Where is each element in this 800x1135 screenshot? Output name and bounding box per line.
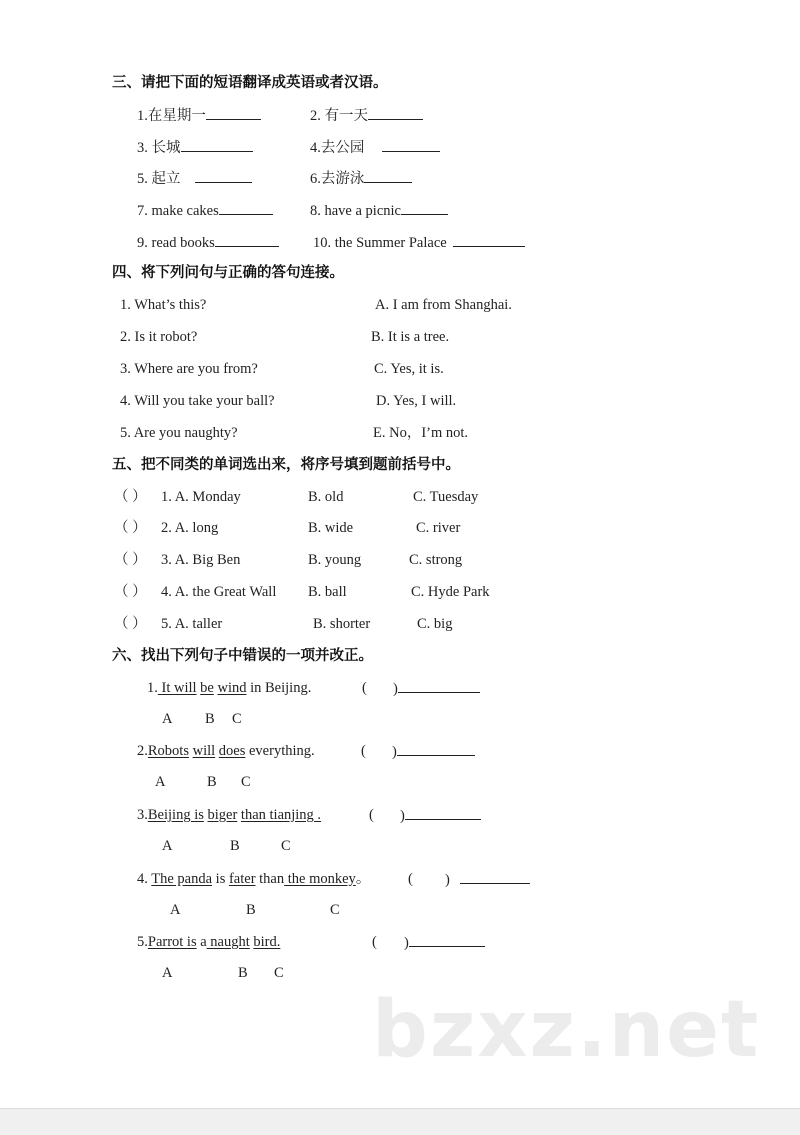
paren-close-text: ) <box>392 744 397 760</box>
sentence-text: 5. <box>137 934 148 950</box>
paren-open: ( <box>361 743 366 759</box>
option-c: C. big <box>417 616 453 632</box>
answer-blank[interactable] <box>206 105 261 120</box>
answer-paren: （ ） <box>114 552 147 568</box>
phrase-text: 7. make cakes <box>137 203 219 219</box>
sentence-text: than <box>255 871 285 887</box>
phrase-item <box>137 200 273 221</box>
underlined-part: wind <box>217 680 247 696</box>
answer-blank[interactable] <box>219 200 273 215</box>
option-letter: B <box>246 902 256 918</box>
underlined-part: be <box>200 680 214 696</box>
answer-blank[interactable] <box>181 137 253 152</box>
underlined-part: will <box>192 743 216 759</box>
question-item: 5. Are you naughty? <box>120 425 238 441</box>
phrase-text: 1.在星期一 <box>137 108 206 124</box>
option-letter: B <box>238 965 248 981</box>
page-bottom-band <box>0 1108 800 1135</box>
watermark: bzxz.net <box>372 985 761 1075</box>
phrase-item <box>137 137 253 158</box>
question-item: 3. Where are you from? <box>120 361 258 377</box>
answer-paren: （ ） <box>114 584 147 600</box>
section5-heading: 五、把不同类的单词选出来，将序号填到题前括号中。 <box>112 457 460 473</box>
answer-paren: （ ） <box>114 489 147 505</box>
error-sentence <box>137 741 315 761</box>
paren-open: ( <box>372 934 377 950</box>
section3-heading: 三、请把下面的短语翻译成英语或者汉语。 <box>112 75 388 91</box>
phrase-item <box>310 137 440 158</box>
answer-blank[interactable] <box>460 869 530 884</box>
answer-paren: （ ） <box>114 616 147 632</box>
option-c: C. strong <box>409 552 463 568</box>
sentence-text: everything. <box>245 743 315 759</box>
option-a: 4. A. the Great Wall <box>161 584 277 600</box>
paren-close <box>404 932 485 953</box>
sentence-text: is <box>212 871 229 887</box>
paren-open: ( <box>408 871 413 887</box>
underlined-part: naught <box>206 934 250 950</box>
underlined-part: Parrot is <box>147 934 197 950</box>
phrase-text: 2. 有一天 <box>310 108 368 124</box>
option-letter: A <box>155 774 166 790</box>
option-b: B. old <box>308 489 344 505</box>
error-sentence <box>137 932 280 952</box>
phrase-item <box>310 200 448 221</box>
answer-blank[interactable] <box>368 105 423 120</box>
answer-item: C. Yes, it is. <box>374 361 444 377</box>
paren-open: ( <box>369 807 374 823</box>
answer-item: D. Yes, I will. <box>376 393 457 409</box>
option-letter: C <box>330 902 340 918</box>
phrase-item <box>310 168 412 189</box>
answer-blank[interactable] <box>405 805 481 820</box>
answer-blank[interactable] <box>364 168 412 183</box>
option-b: B. young <box>308 552 362 568</box>
option-a: 1. A. Monday <box>161 489 241 505</box>
sentence-text: 3. <box>137 807 148 823</box>
option-b: B. wide <box>308 520 354 536</box>
sentence-text: 。 <box>355 871 371 887</box>
sentence-text: 1. <box>147 680 158 696</box>
option-b: B. ball <box>308 584 347 600</box>
answer-blank[interactable] <box>382 137 440 152</box>
phrase-text: 4.去公园 <box>310 140 365 156</box>
sentence-text: 2. <box>137 743 148 759</box>
phrase-text: 8. have a picnic <box>310 203 401 219</box>
sentence-text: a <box>196 934 207 950</box>
answer-blank[interactable] <box>215 232 279 247</box>
answer-paren: （ ） <box>114 520 147 536</box>
phrase-item <box>313 232 525 253</box>
paren-close <box>392 741 475 762</box>
phrase-text: 10. the Summer Palace <box>313 235 447 251</box>
answer-item: A. I am from Shanghai. <box>375 297 512 313</box>
underlined-part: It will <box>157 680 197 696</box>
phrase-item <box>137 105 261 126</box>
answer-blank[interactable] <box>453 232 525 247</box>
option-letter: B <box>205 711 215 727</box>
question-item: 4. Will you take your ball? <box>120 393 275 409</box>
option-letter: C <box>274 965 284 981</box>
paren-close <box>445 869 530 890</box>
answer-blank[interactable] <box>398 678 480 693</box>
answer-blank[interactable] <box>401 200 448 215</box>
phrase-text: 9. read books <box>137 235 215 251</box>
underlined-part: Robots <box>147 743 189 759</box>
underlined-part: does <box>218 743 246 759</box>
paren-close-text: ) <box>400 808 405 824</box>
paren-close-text: ) <box>404 935 409 951</box>
phrase-text: 5. 起立 <box>137 171 181 187</box>
option-letter: A <box>162 838 173 854</box>
underlined-part: fater <box>228 871 256 887</box>
underlined-part: the monkey <box>284 871 356 887</box>
option-c: C. river <box>416 520 461 536</box>
phrase-item <box>137 232 279 253</box>
paren-close <box>400 805 481 826</box>
option-letter: A <box>162 965 173 981</box>
error-sentence <box>137 805 321 825</box>
answer-blank[interactable] <box>397 741 475 756</box>
option-a: 3. A. Big Ben <box>161 552 241 568</box>
underlined-part: The panda <box>151 871 213 887</box>
answer-blank[interactable] <box>409 932 485 947</box>
option-b: B. shorter <box>313 616 371 632</box>
option-letter: B <box>207 774 217 790</box>
sentence-text: in Beijing. <box>246 680 312 696</box>
sentence-text: 4. <box>137 871 152 887</box>
underlined-part: bird. <box>253 934 281 950</box>
error-sentence <box>137 869 370 889</box>
underlined-part: biger <box>207 807 238 823</box>
phrase-text: 6.去游泳 <box>310 171 365 187</box>
phrase-text: 3. 长城 <box>137 140 181 156</box>
option-letter: B <box>230 838 240 854</box>
answer-blank[interactable] <box>195 168 252 183</box>
option-letter: C <box>232 711 242 727</box>
option-letter: A <box>162 711 173 727</box>
phrase-item <box>137 168 252 189</box>
option-letter: C <box>281 838 291 854</box>
phrase-item <box>310 105 423 126</box>
answer-item: B. It is a tree. <box>371 329 450 345</box>
question-item: 1. What’s this? <box>120 297 207 313</box>
paren-open: ( <box>362 680 367 696</box>
section6-heading: 六、找出下列句子中错误的一项并改正。 <box>112 648 373 664</box>
error-sentence <box>147 678 311 698</box>
underlined-part: than tianjing . <box>240 807 322 823</box>
section4-heading: 四、将下列问句与正确的答句连接。 <box>112 265 344 281</box>
option-letter: A <box>170 902 181 918</box>
question-item: 2. Is it robot? <box>120 329 198 345</box>
option-c: C. Hyde Park <box>411 584 490 600</box>
option-c: C. Tuesday <box>413 489 479 505</box>
paren-close-text: ) <box>445 872 450 888</box>
paren-close <box>393 678 480 699</box>
option-a: 2. A. long <box>161 520 219 536</box>
paren-close-text: ) <box>393 681 398 697</box>
option-letter: C <box>241 774 251 790</box>
option-a: 5. A. taller <box>161 616 223 632</box>
underlined-part: Beijing is <box>147 807 204 823</box>
answer-item: E. No，I’m not. <box>373 425 469 441</box>
